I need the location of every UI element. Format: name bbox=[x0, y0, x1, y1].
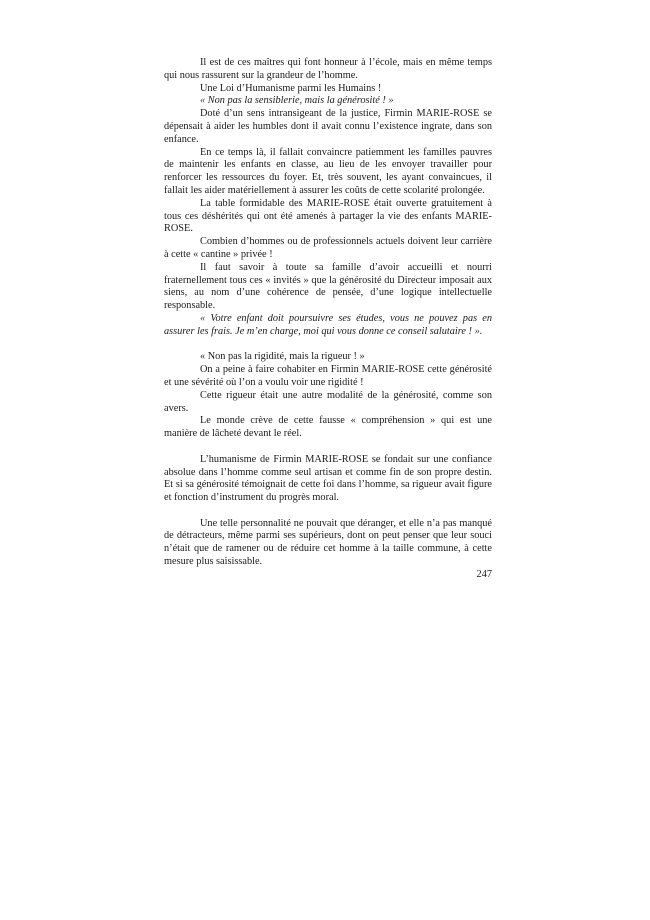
paragraph-13: Le monde crève de cette fausse « compréhension » qui est une manière de lâcheté devant le réel. bbox=[164, 415, 492, 440]
paragraph-1: Il est de ces maîtres qui font honneur à l’école, mais en même temps qui nous rassurent sur la grandeur de l’homme. bbox=[164, 57, 492, 81]
paragraph-gap bbox=[164, 505, 492, 518]
paragraph-7: Combien d’hommes ou de professionnels actuels doivent leur carrière à cette « cantine » privée ! bbox=[164, 236, 492, 260]
paragraph-14: L’humanisme de Firmin MARIE-ROSE se fondait sur une confiance absolue dans l’homme comme seul artisan et comme fin de son propre destin. Et si sa générosité témoignait de cette foi dans l’homme, sa rigueur avait figure et fonction d’instrument du progrès moral. bbox=[164, 453, 492, 504]
page-body bbox=[164, 57, 492, 582]
paragraph-2: Une Loi d’Humanisme parmi les Humains ! bbox=[200, 82, 382, 94]
paragraph-11: On a peine à faire cohabiter en Firmin MARIE-ROSE cette générosité et une sévérité où l’on a voulu voir une rigidité ! bbox=[164, 364, 492, 388]
paragraph-5: En ce temps là, il fallait convaincre patiemment les familles pauvres de maintenir les enfants en classe, au lieu de les envoyer travailler pour renforcer les ressources du foyer. Et, très souvent, les ayant convaincues, il fallait les aider matériellement à assurer les coûts de cette scolarité prolongée. bbox=[164, 146, 492, 196]
paragraph-4: Doté d’un sens intransigeant de la justice, Firmin MARIE-ROSE se dépensait à aider les humbles dont il avait connu l’existence ingrate, dans son enfance. bbox=[164, 108, 492, 145]
paragraph-12: Cette rigueur était une autre modalité de la générosité, comme son avers. bbox=[164, 389, 492, 414]
paragraph-gap bbox=[164, 441, 492, 454]
paragraph-10: « Non pas la rigidité, mais la rigueur ! » bbox=[200, 351, 365, 363]
paragraph-9-quote: « Votre enfant doit poursuivre ses études, vous ne pouvez pas en assurer les frais. Je m’en charge, moi qui vous donne ce conseil salutaire ! ». bbox=[164, 312, 492, 337]
paragraph-3-quote: « Non pas la sensiblerie, mais la générosité ! » bbox=[200, 95, 394, 107]
paragraph-6: La table formidable des MARIE-ROSE était ouverte gratuitement à tous ces déshérités qui ont été amenés à partager la vie des enfants MARIE-ROSE. bbox=[164, 197, 492, 235]
paragraph-8: Il faut savoir à toute sa famille d’avoir accueilli et nourri fraternellement tous ces « invités » que la générosité du Directeur imposait aux siens, au nom d’une cohérence de pensée, d’une logique intellectuelle responsable. bbox=[164, 261, 492, 312]
paragraph-gap bbox=[164, 339, 492, 352]
paragraph-15: Une telle personnalité ne pouvait que déranger, et elle n’a pas manqué de détracteurs, même parmi ses supérieurs, dont on peut penser que leur souci n’était que de ramener ou de réduire cet homme à la taille commune, à cette mesure plus saisissable. bbox=[164, 517, 492, 568]
page-number: 247 bbox=[476, 568, 492, 580]
